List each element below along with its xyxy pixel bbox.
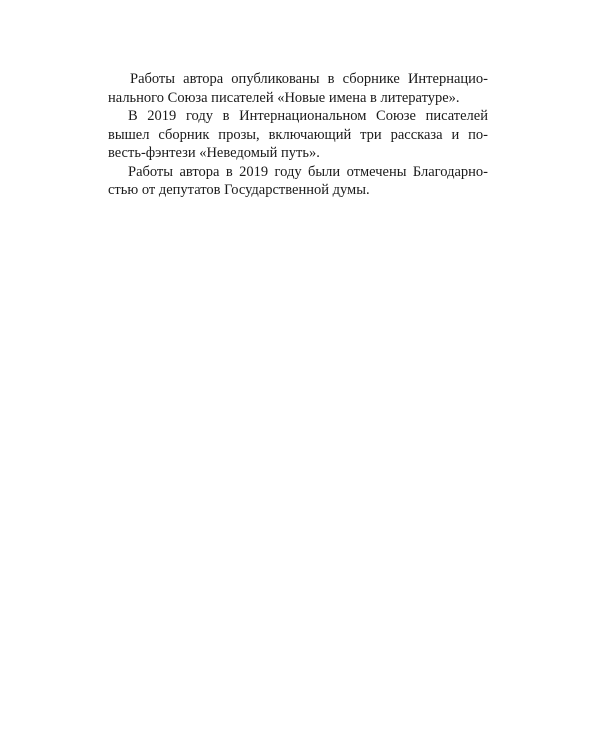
text-line: стью от депутатов Государственной думы. (108, 182, 370, 198)
paragraph (108, 70, 488, 107)
paragraph (108, 107, 488, 163)
paragraph (108, 163, 488, 200)
text-line: весть-фэнтези «Неведомый путь». (108, 145, 320, 161)
text-line: В 2019 году в Интернациональном Союзе писателей (128, 108, 488, 124)
text-line: нального Союза писателей «Новые имена в литературе». (108, 89, 460, 106)
text-line: Работы автора в 2019 году были отмечены Благодарно- (128, 163, 488, 180)
text-line: Работы автора опубликованы в сборнике Интернацио- (130, 71, 488, 87)
text-line: вышел сборник прозы, включающий три рассказа и по- (108, 126, 488, 143)
body-text (108, 70, 488, 200)
